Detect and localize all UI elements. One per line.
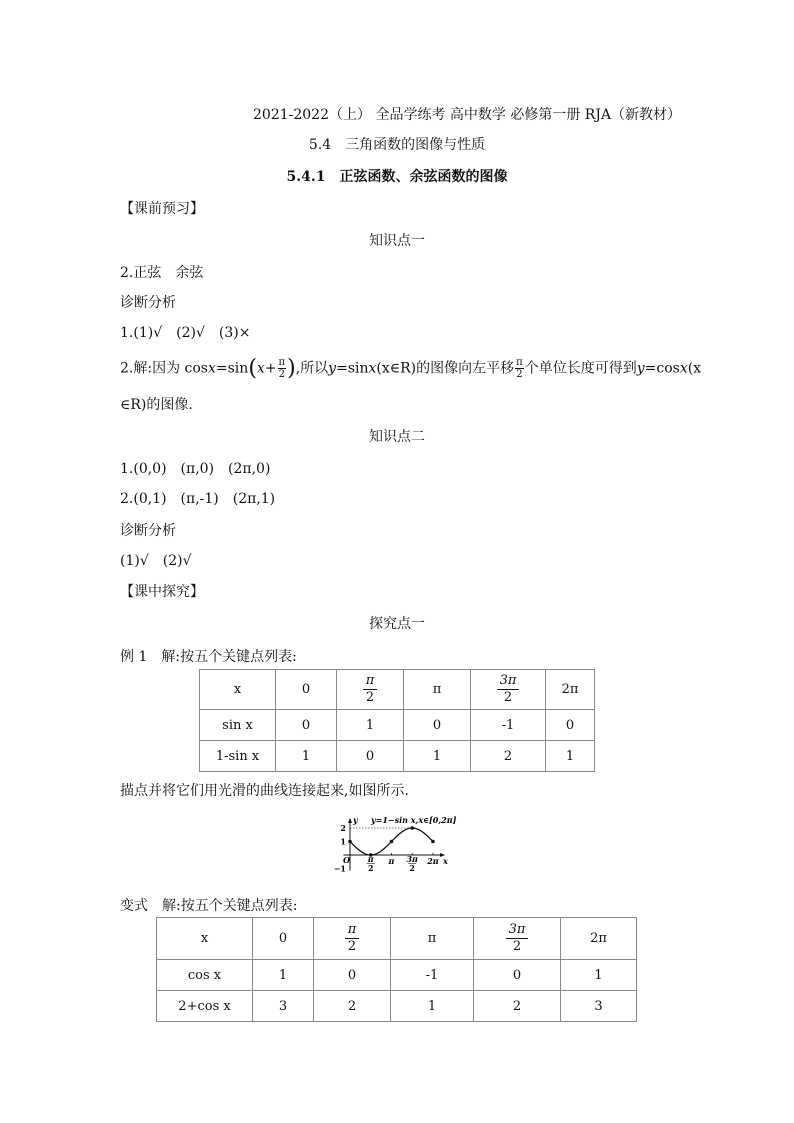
data-point bbox=[431, 840, 435, 844]
pi-over-2-fraction: $\frac{\pi}{2}$ bbox=[278, 357, 286, 380]
table-cell: cos x bbox=[187, 967, 222, 983]
y-axis-arrow bbox=[348, 818, 352, 823]
diagnosis-answers-2: (1)√ (2)√ bbox=[120, 553, 192, 569]
table-cell: x bbox=[233, 682, 242, 697]
x-tick-denominator: 2 bbox=[409, 863, 415, 873]
table-row bbox=[157, 991, 637, 1022]
explanation-line: 2.解:因为 cosx=sin(x+ $\frac{\pi}{2}$ ),所以y=sinx(x∈R)的图像向左平移 $\frac{\pi}{2}$ 个单位长度可得到y=cosx(x bbox=[120, 356, 702, 381]
kp2-answer-1: 1.(0,0) (π,0) (2π,0) bbox=[120, 461, 271, 477]
table-cell: 3 bbox=[278, 998, 288, 1014]
table-cell: 0 bbox=[278, 931, 288, 946]
key-points-table-1 bbox=[199, 669, 595, 772]
table-cell: $\frac{\pi}{2}$ bbox=[363, 673, 378, 706]
key-points-table-2 bbox=[156, 917, 637, 1022]
table-cell: 1 bbox=[594, 967, 603, 983]
plot-intro: 描点并将它们用光滑的曲线连接起来,如图所示. bbox=[120, 783, 409, 799]
table-cell: 0 bbox=[565, 717, 575, 733]
table-cell: 1 bbox=[432, 748, 442, 764]
x-axis-label: x bbox=[443, 856, 448, 866]
function-graph bbox=[328, 805, 468, 879]
y-tick-label: 1 bbox=[340, 836, 346, 847]
table-cell: 1 bbox=[301, 748, 311, 764]
table-cell: 0 bbox=[301, 717, 311, 733]
chart-title: y=1−sin x,x∈[0,2π] bbox=[371, 815, 457, 825]
kp2-answer-2: 2.(0,1) (π,-1) (2π,1) bbox=[120, 491, 276, 507]
data-point bbox=[390, 840, 394, 844]
part-explore-heading: 【课中探究】 bbox=[120, 584, 204, 600]
x-tick-numerator: π bbox=[367, 854, 374, 864]
example-1-intro: 例 1 解:按五个关键点列表: bbox=[120, 649, 297, 665]
table-cell: 0 bbox=[347, 967, 357, 983]
table-row bbox=[200, 710, 595, 741]
knowledge-point-2: 知识点二 bbox=[369, 429, 425, 445]
table-cell: 3 bbox=[594, 998, 603, 1014]
table-row bbox=[200, 741, 595, 772]
variant-intro: 变式 解:按五个关键点列表: bbox=[120, 898, 298, 914]
explore-point-1: 探究点一 bbox=[369, 616, 425, 632]
y-tick-label: 2 bbox=[340, 823, 346, 833]
kp1-answer: 2.正弦 余弦 bbox=[120, 265, 204, 281]
table-cell: $\frac{3\pi}{2}$ bbox=[497, 673, 520, 706]
x-tick-numerator: 3π bbox=[406, 854, 418, 864]
table-cell: 2 bbox=[347, 998, 357, 1014]
diagnosis-heading-2: 诊断分析 bbox=[120, 523, 176, 539]
section-title: 5.4 三角函数的图像与性质 bbox=[308, 137, 486, 153]
table-cell: 0 bbox=[365, 748, 375, 764]
part-preview-heading: 【课前预习】 bbox=[120, 201, 204, 217]
table-cell: 2π bbox=[561, 682, 579, 697]
table-cell: sin x bbox=[222, 717, 253, 733]
table-cell: x bbox=[200, 931, 209, 946]
explanation-line-2: ∈R)的图像. bbox=[120, 397, 193, 413]
x-tick-label: 2π bbox=[427, 856, 439, 866]
subsection-title: 5.4.1 正弦函数、余弦函数的图像 bbox=[286, 169, 508, 185]
table-cell: $\frac{3\pi}{2}$ bbox=[506, 922, 529, 955]
table-cell: 2π bbox=[590, 931, 607, 946]
table-cell: 1 bbox=[427, 998, 437, 1014]
y-tick-label: −1 bbox=[333, 863, 346, 874]
table-cell: 1 bbox=[365, 717, 375, 733]
table-cell: 2 bbox=[512, 998, 522, 1014]
table-cell: π bbox=[427, 931, 437, 946]
x-tick-label: π bbox=[388, 856, 395, 866]
diagnosis-heading-1: 诊断分析 bbox=[120, 295, 176, 311]
table-cell: 0 bbox=[301, 682, 311, 697]
table-cell: π bbox=[432, 682, 442, 697]
table-row bbox=[157, 960, 637, 991]
table-cell: 1-sin x bbox=[215, 748, 260, 764]
table-row bbox=[200, 670, 595, 710]
table-cell: $\frac{\pi}{2}$ bbox=[345, 922, 360, 955]
table-cell: 1 bbox=[278, 967, 288, 983]
table-cell: 1 bbox=[565, 748, 575, 764]
table-cell: 2 bbox=[503, 748, 513, 764]
chart-curve-layer bbox=[348, 826, 435, 857]
chart-ticks-layer bbox=[334, 823, 439, 874]
diagnosis-answers-1: 1.(1)√ (2)√ (3)× bbox=[120, 325, 251, 341]
origin-label: O bbox=[343, 855, 350, 865]
shift-fraction: $\frac{\pi}{2}$ bbox=[516, 357, 523, 380]
table-cell: -1 bbox=[501, 717, 515, 733]
table-cell: 2+cos x bbox=[178, 998, 231, 1014]
table-cell: -1 bbox=[425, 967, 439, 983]
x-tick-denominator: 2 bbox=[367, 863, 374, 873]
page-header: 2021-2022（上） 全品学练考 高中数学 必修第一册 RJA（新教材） bbox=[253, 107, 682, 123]
knowledge-point-1: 知识点一 bbox=[369, 233, 425, 249]
table-cell: 0 bbox=[512, 967, 522, 983]
y-axis-label: y bbox=[353, 814, 358, 825]
data-point bbox=[348, 840, 352, 844]
table-cell: 0 bbox=[432, 717, 442, 733]
table-row bbox=[157, 918, 637, 960]
